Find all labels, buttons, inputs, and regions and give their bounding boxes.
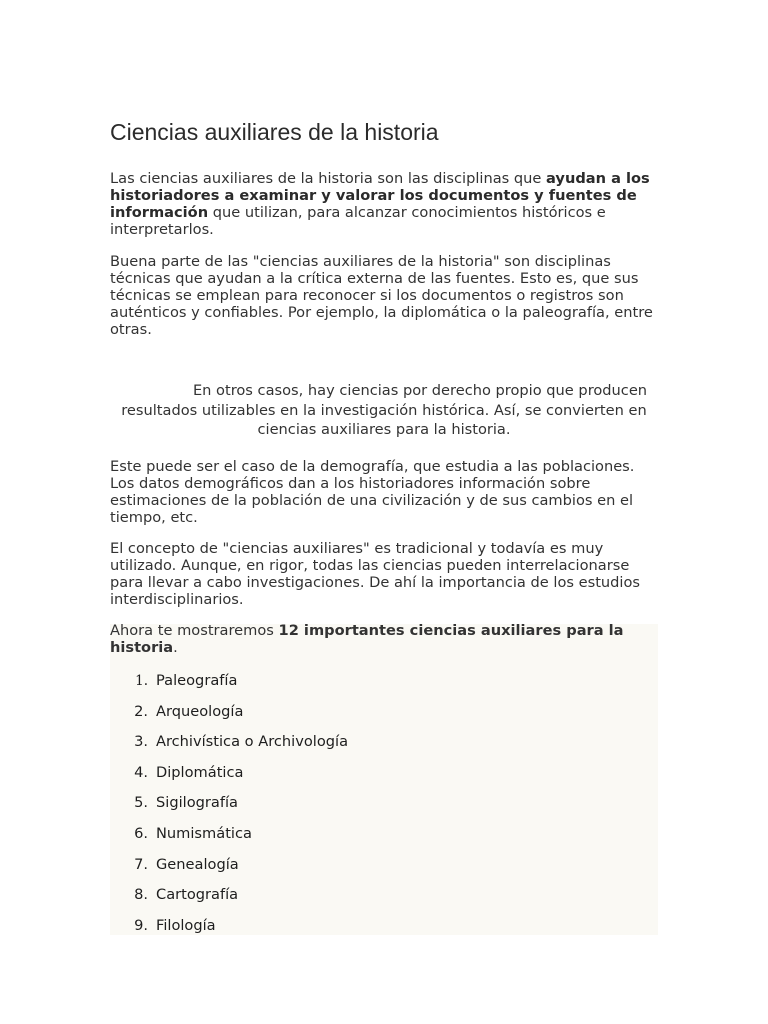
list-item-label: Diplomática [156,763,244,781]
list-item-number: 8. [134,886,148,904]
list-intro-paragraph [110,622,670,656]
list-item-number: 3. [134,733,148,751]
list-item-number: 4. [134,763,148,781]
centered-paragraph: En otros casos, hay ciencias por derecho propio que producen resultados utilizables en la investigación histórica. Así, se convierten en ciencias auxiliares para la historia. [121,382,648,438]
demography-paragraph: Este puede ser el caso de la demografía, que estudia a las poblaciones. Los datos demográficos dan a los historiadores información sobre estimaciones de la población de una civilización y de sus cambios en el tiempo, etc. [110,458,635,526]
list-intro-bold-text: 12 importantes ciencias auxiliares para la historia [110,622,624,656]
list-intro-text-end: . [173,639,178,656]
concept-paragraph: El concepto de "ciencias auxiliares" es tradicional y todavía es muy utilizado. Aunque, en rigor, todas las ciencias pueden interrelacionarse para llevar a cabo investigaciones. De ahí la importancia de los estudios interdisciplinarios. [110,540,641,608]
list-intro-text-start: Ahora te mostraremos [110,622,279,639]
list-item-number: 9. [134,916,148,934]
list-item-label: Numismática [156,824,252,842]
intro-bold-text: ayudan a los historiadores a examinar y valorar los documentos y fuentes de información [110,170,650,221]
list-item-label: Archivística o Archivología [156,733,349,751]
list-item-number: 5. [134,794,148,812]
auxiliary-sciences-paragraph: Buena parte de las "ciencias auxiliares de la historia" son disciplinas técnicas que ayudan a la crítica externa de las fuentes. Esto es, que sus técnicas se emplean para reconocer si los documentos o registros son auténticos y confiables. Por ejemplo, la diplomática o la paleografía, entre otras. [110,253,653,338]
list-item-label: Sigilografía [156,794,238,812]
list-item-label: Arqueología [156,702,244,720]
list-item-label: Filología [156,916,216,934]
intro-text-start: Las ciencias auxiliares de la historia son las disciplinas que [110,170,547,187]
list-item-label: Genealogía [156,855,239,873]
list-item-number: 7. [134,855,148,873]
list-item-number: 6. [134,824,148,842]
list-item-label: Paleografía [156,672,238,689]
intro-text-end: que utilizan, para alcanzar conocimientos históricos e interpretarlos. [110,204,606,238]
page-title: Ciencias auxiliares de la historia [110,119,439,145]
intro-paragraph [110,170,660,238]
list-item-number: 1. [135,673,148,689]
list-item-number: 2. [134,702,148,720]
list-item-label: Cartografía [156,886,239,904]
